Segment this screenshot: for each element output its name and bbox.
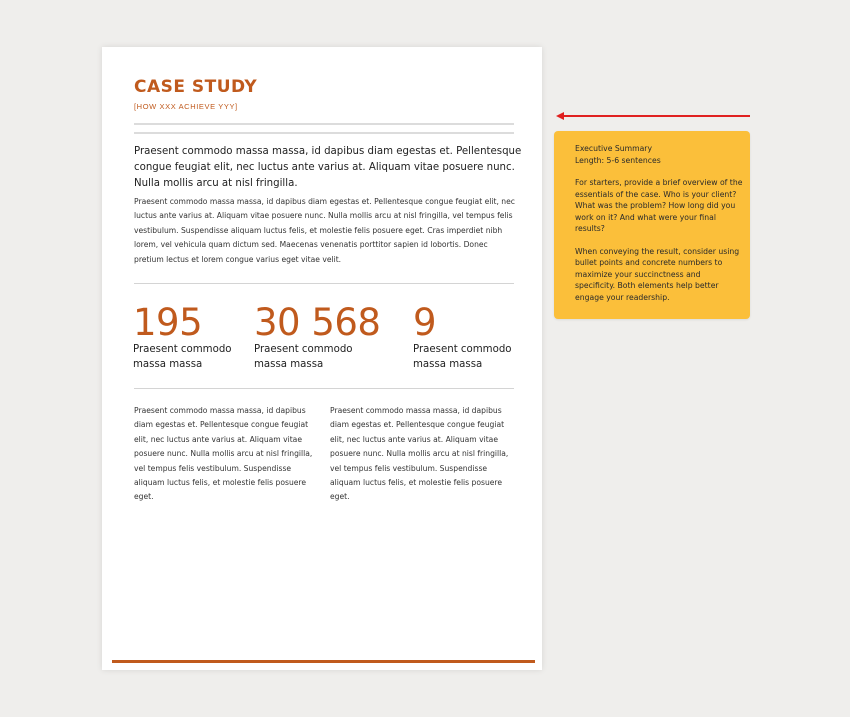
annotation-header — [575, 143, 743, 166]
annotation-paragraph: When conveying the result, consider using bullet points and concrete numbers to maximize your succinctness and specificity. Both elements help better engage your readership. — [575, 246, 740, 302]
body-column-left: Praesent commodo massa massa, id dapibus diam egestas et. Pellentesque congue feugiat elit, nec luctus ante varius at. Aliquam vitae posuere nunc. Nulla mollis arcu at nisl fringilla, vel tempus felis vestibulum. Suspendisse aliquam luctus felis, et molestie felis posuere eget. — [134, 406, 313, 502]
stat-label: Praesent commodo massa massa — [413, 344, 512, 370]
stat-label: Praesent commodo massa massa — [254, 344, 353, 370]
stat-item — [133, 302, 248, 372]
title-divider — [134, 123, 514, 134]
section-divider-bottom — [134, 388, 514, 389]
stat-label: Praesent commodo massa massa — [133, 344, 232, 370]
document-title: CASE STUDY — [134, 77, 258, 97]
stat-value: 195 — [133, 301, 203, 344]
annotation-length: Length: 5-6 sentences — [575, 155, 661, 165]
annotation-heading: Executive Summary — [575, 144, 653, 153]
annotation-note — [554, 131, 750, 319]
body-paragraph: Praesent commodo massa massa, id dapibus diam egestas et. Pellentesque congue feugiat elit, nec luctus ante varius at. Aliquam vitae posuere nunc. Nulla mollis arcu at nisl fringilla, vel tempus felis vestibulum. Suspendisse aliquam luctus felis, et molestie felis posuere eget. Cras imperdiet nibh lorem, vel vehicula quam dictum sed. Maecenas venenatis porttitor sapien id lobortis. Donec pretium lectus et lorem congue varius eget vitae velit. — [134, 197, 515, 264]
lead-paragraph: Praesent commodo massa massa, id dapibus diam egestas et. Pellentesque congue feugiat elit, nec luctus ante varius at. Aliquam vitae posuere nunc. Nulla mollis arcu at nisl fringilla. — [134, 146, 522, 189]
document-subtitle: [HOW XXX ACHIEVE YYY] — [134, 102, 238, 111]
arrow-left-icon — [556, 112, 750, 120]
document-page — [102, 47, 542, 670]
stat-value: 30 568 — [254, 301, 381, 344]
stat-item — [413, 302, 528, 372]
body-column-right: Praesent commodo massa massa, id dapibus diam egestas et. Pellentesque congue feugiat elit, nec luctus ante varius at. Aliquam vitae posuere nunc. Nulla mollis arcu at nisl fringilla, vel tempus felis vestibulum. Suspendisse aliquam luctus felis, et molestie felis posuere eget. — [330, 406, 509, 502]
annotation-paragraph: For starters, provide a brief overview of the essentials of the case. Who is your client? What was the problem? How long did you work on it? And what were your final results? — [575, 178, 743, 233]
section-divider-top — [134, 283, 514, 284]
stat-value: 9 — [413, 301, 437, 344]
stat-item — [254, 302, 380, 372]
footer-rule — [112, 660, 535, 663]
